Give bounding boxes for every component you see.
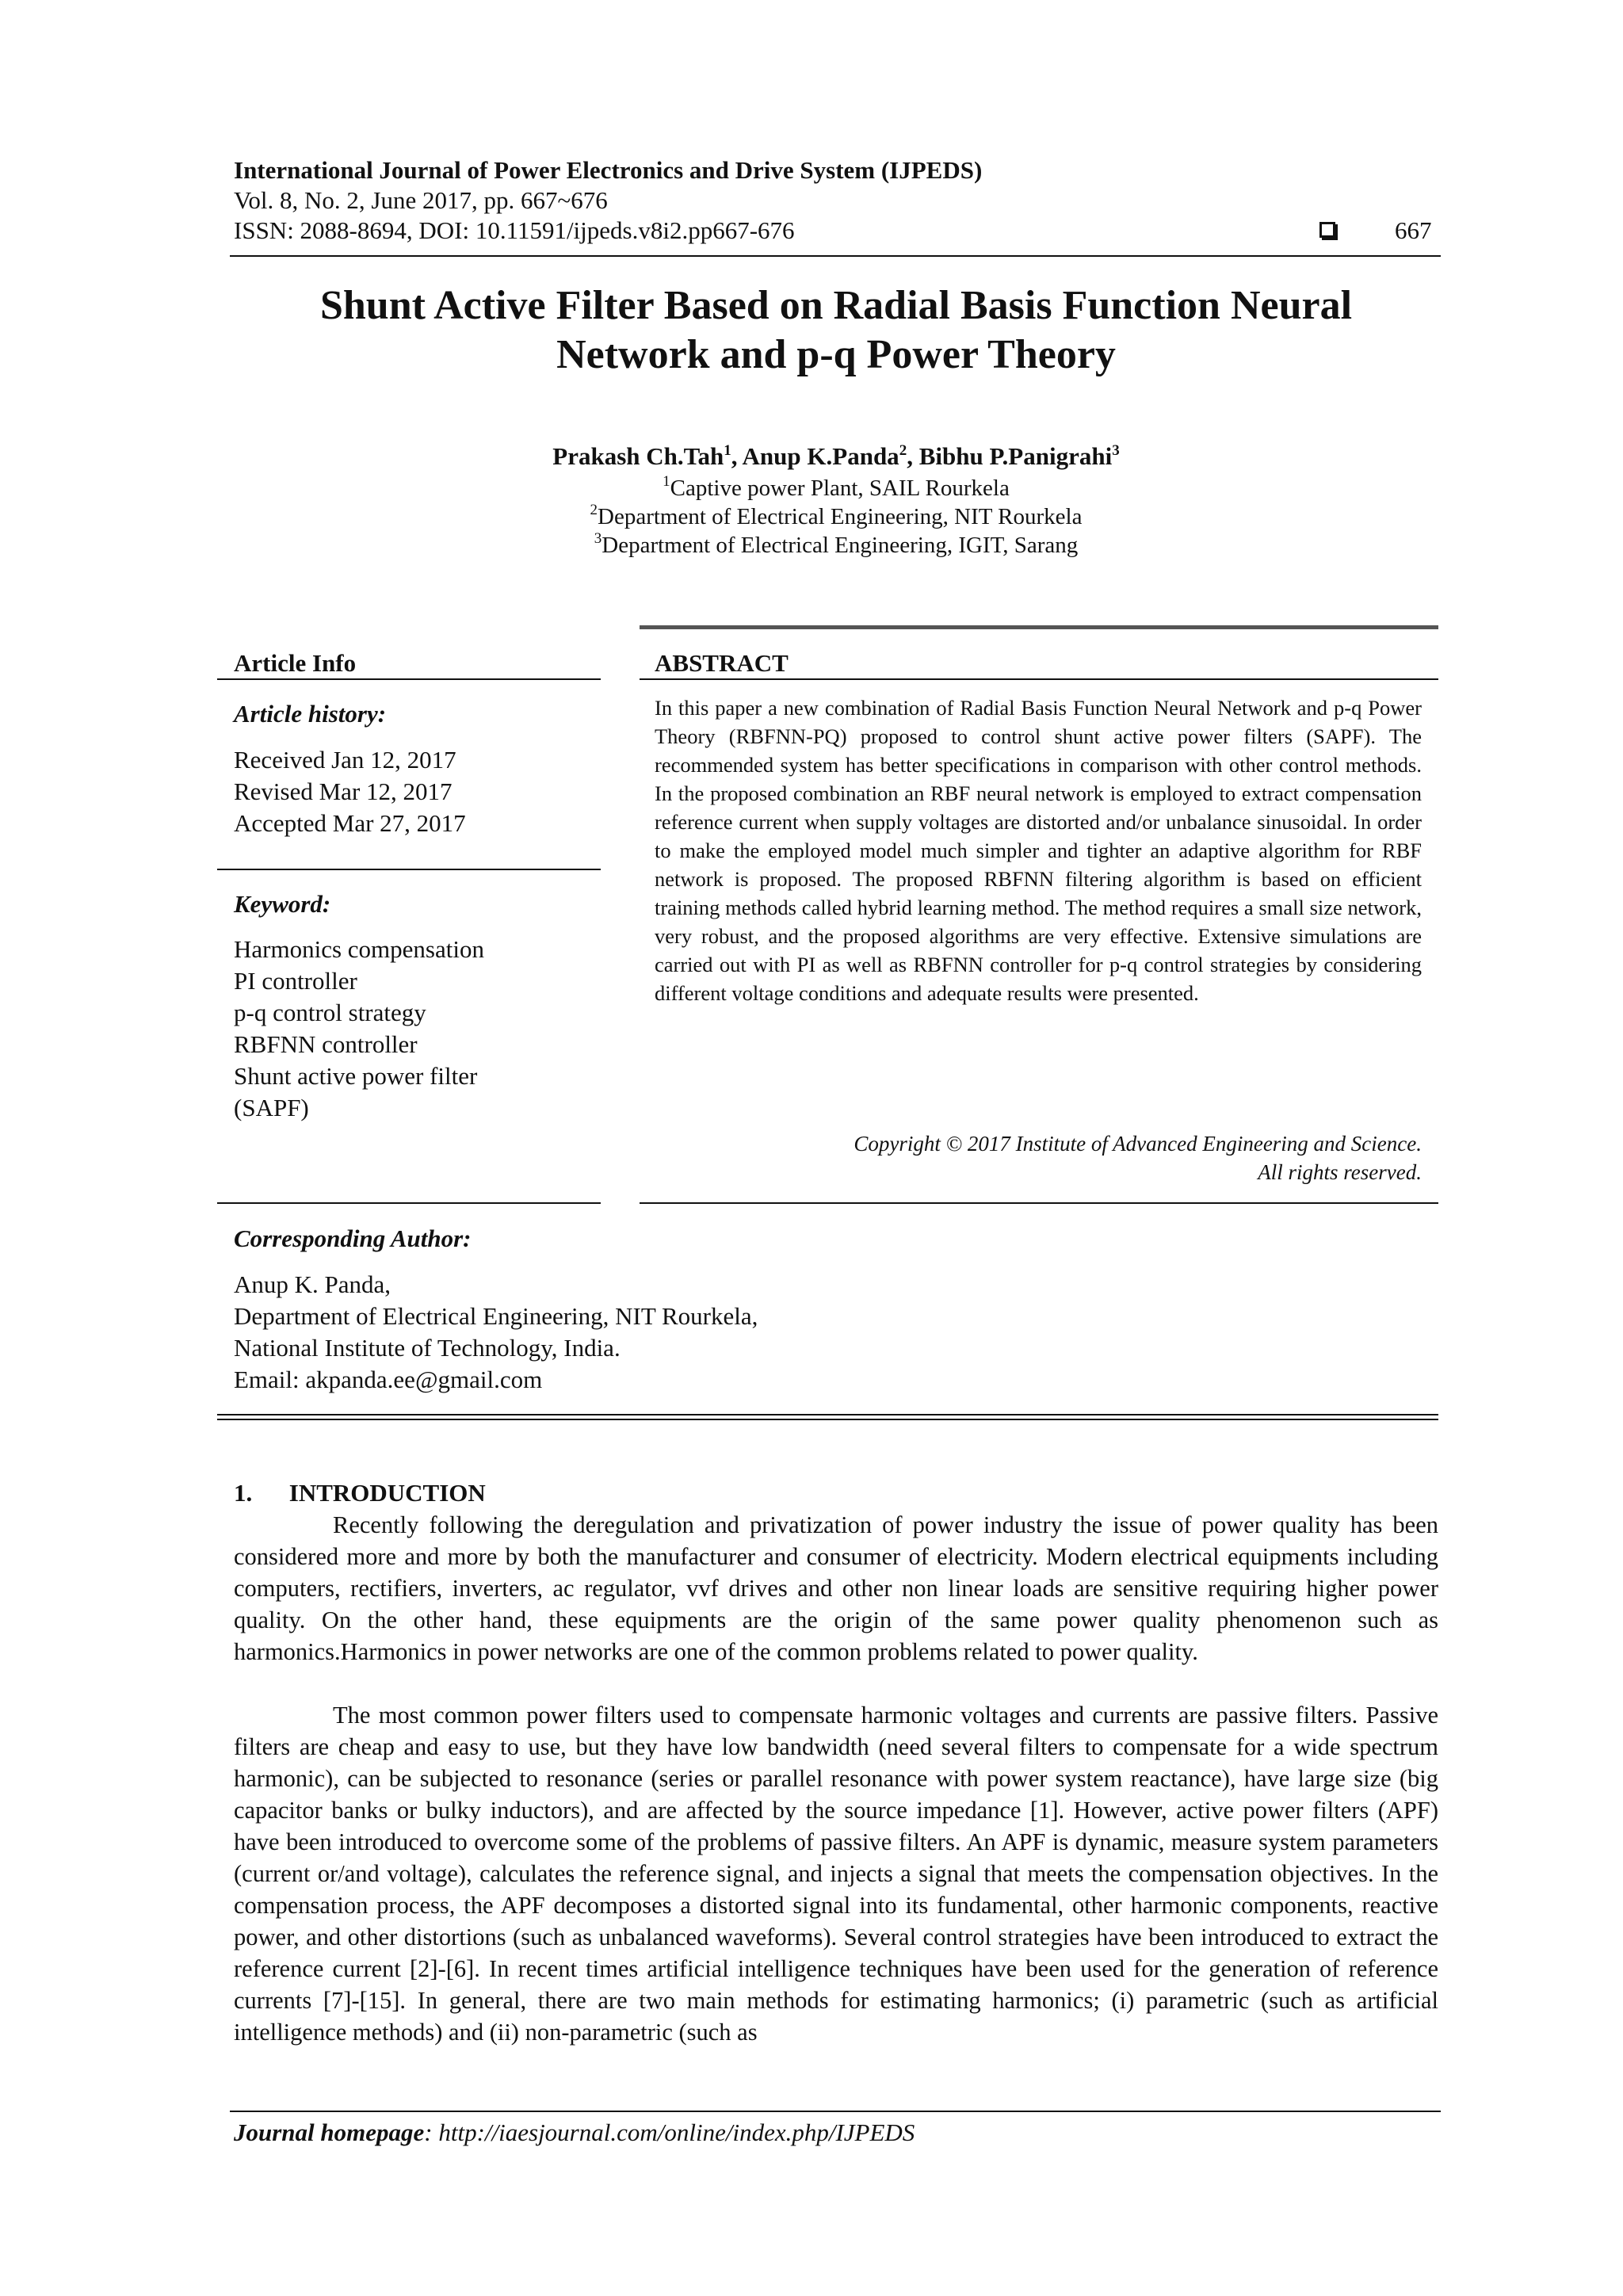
article-history-heading: Article history: [234, 700, 387, 728]
author-1: Prakash Ch.Tah$^1$, [552, 442, 743, 470]
affiliation-2: $^2$Department of Electrical Engineering, NIT Rourkela [590, 502, 1083, 529]
introduction-paragraph-1: Recently following the deregulation and privatization of power industry the issue of power quality has been considered more and more by both the manufacturer and consumer of electricity. Modern electrical equipments including computers, rectifiers, inverters, ac regulator, vvf drives and other non linear loads are sensitive requiring higher power quality. On the other hand, these equipments are the origin of the same power quality phenomenon such as harmonics.Harmonics in power networks are one of the common problems related to power quality. [234, 1511, 1438, 1665]
volume-info: Vol. 8, No. 2, June 2017, pp. 667~676 [234, 186, 608, 214]
title-line-2: Network and p-q Power Theory [556, 332, 1116, 377]
author-name: Anup K. Panda, [234, 1270, 391, 1298]
article-info-bottom-rule [217, 1202, 601, 1204]
received-date: Received Jan 12, 2017 [234, 746, 456, 774]
author-institute: National Institute of Technology, India. [234, 1334, 621, 1362]
journal-homepage: Journal homepage: http://iaesjournal.com/online/index.php/IJPEDS [234, 2118, 915, 2146]
keyword-divider-rule [217, 869, 601, 870]
author-email: Email: akpanda.ee@gmail.com [234, 1366, 543, 1393]
title-line-1: Shunt Active Filter Based on Radial Basis Function Neural [319, 283, 1353, 328]
box-icon [1319, 222, 1335, 238]
abstract-top-rule [640, 625, 1438, 629]
introduction-heading: 1. INTRODUCTION [234, 1479, 486, 1507]
introduction-paragraph-2: The most common power filters used to compensate harmonic voltages and currents are passive filters. Passive filters are cheap and easy to use, but they have low bandwidth (need several filters to compensate for a wide spectrum harmonic), can be subjected to resonance (series or parallel resonance with power system reactance), have large size (big capacitor banks or bulky inductors), and are affected by the source impedance [1]. However, active power filters (APF) have been introduced to overcome some of the problems of passive filters. An APF is dynamic, measure system parameters (current or/and voltage), calculates the reference signal, and injects a signal that meets the compensation objectives. In the compensation process, the APF decomposes a distorted signal into its fundamental, other harmonic components, reactive power, and other distortions (such as unbalanced waveforms). Several control strategies have been introduced to extract the reference current [2]-[6]. In recent times artificial intelligence techniques have been used for the generation of reference currents [7]-[15]. In general, there are two main methods for estimating harmonics; (i) parametric (such as artificial intelligence methods) and (ii) non-parametric (such as [234, 1702, 1438, 2046]
keyword-item: Shunt active power filter [234, 1062, 478, 1090]
page-number: 667 [1395, 216, 1432, 244]
abstract-heading-rule [640, 678, 1438, 680]
abstract-heading: ABSTRACT [655, 649, 789, 677]
author-3: Bibhu P.Panigrahi$^3$ [918, 442, 1120, 470]
copyright-notice [655, 1129, 1422, 1186]
info-box-bottom-rule-1 [217, 1414, 1438, 1415]
abstract-text: In this paper a new combination of Radial Basis Function Neural Network and p-q Power Theory (RBFNN-PQ) proposed to control shunt active power filters (SAPF). The recommended system has better specifications in comparison with other control methods. In the proposed combination an RBF neural network is employed to extract compensation reference current when supply voltages are distorted and/or unbalance sinusoidal. In order to make the employed model much simpler and tighter an adaptive algorithm for RBF network is proposed. The proposed RBFNN filtering algorithm is based on efficient training methods called hybrid learning method. The method requires a small size network, very robust, and the proposed algorithms are very effective. Extensive simulations are carried out with PI as well as RBFNN controller for p-q control strategies by considering different voltage conditions and adequate results were presented. [655, 696, 1422, 1005]
keyword-item: RBFNN controller [234, 1030, 418, 1058]
article-info-rule [217, 678, 601, 680]
keyword-item: p-q control strategy [234, 999, 426, 1026]
copyright-line-1: Copyright © 2017 Institute of Advanced Engineering and Science. [854, 1132, 1422, 1156]
footer-rule [230, 2111, 1441, 2112]
keyword-item: PI controller [234, 967, 357, 995]
revised-date: Revised Mar 12, 2017 [234, 777, 453, 805]
keyword-heading: Keyword: [234, 890, 331, 918]
accepted-date: Accepted Mar 27, 2017 [234, 809, 466, 837]
journal-name: International Journal of Power Electronics and Drive System (IJPEDS) [234, 156, 983, 184]
info-box-bottom-rule-2 [217, 1419, 1438, 1420]
affiliation-3: $^3$Department of Electrical Engineering, IGIT, Sarang [594, 530, 1079, 558]
keyword-item: (SAPF) [234, 1094, 309, 1121]
header-rule [230, 255, 1441, 257]
keyword-list [234, 934, 484, 1124]
homepage-link[interactable]: http://iaesjournal.com/online/index.php/IJPEDS [438, 2118, 915, 2146]
author-2: Anup K.Panda$^2$, [742, 442, 919, 470]
homepage-label: Journal homepage [234, 2118, 425, 2146]
author-department: Department of Electrical Engineering, NIT Rourkela, [234, 1302, 758, 1330]
paper-title [234, 281, 1438, 380]
issn-doi: ISSN: 2088-8694, DOI: 10.11591/ijpeds.v8i2.pp667-676 [234, 216, 795, 244]
copyright-line-2: All rights reserved. [1258, 1160, 1422, 1184]
corresponding-author-heading: Corresponding Author: [234, 1224, 472, 1252]
affiliation-1: $^1$Captive power Plant, SAIL Rourkela [663, 473, 1010, 501]
abstract-bottom-rule [640, 1202, 1438, 1204]
corresponding-author-details [234, 1269, 758, 1396]
article-history [234, 744, 466, 839]
author-list [234, 441, 1438, 472]
article-info-heading: Article Info [234, 649, 357, 677]
keyword-item: Harmonics compensation [234, 935, 484, 963]
